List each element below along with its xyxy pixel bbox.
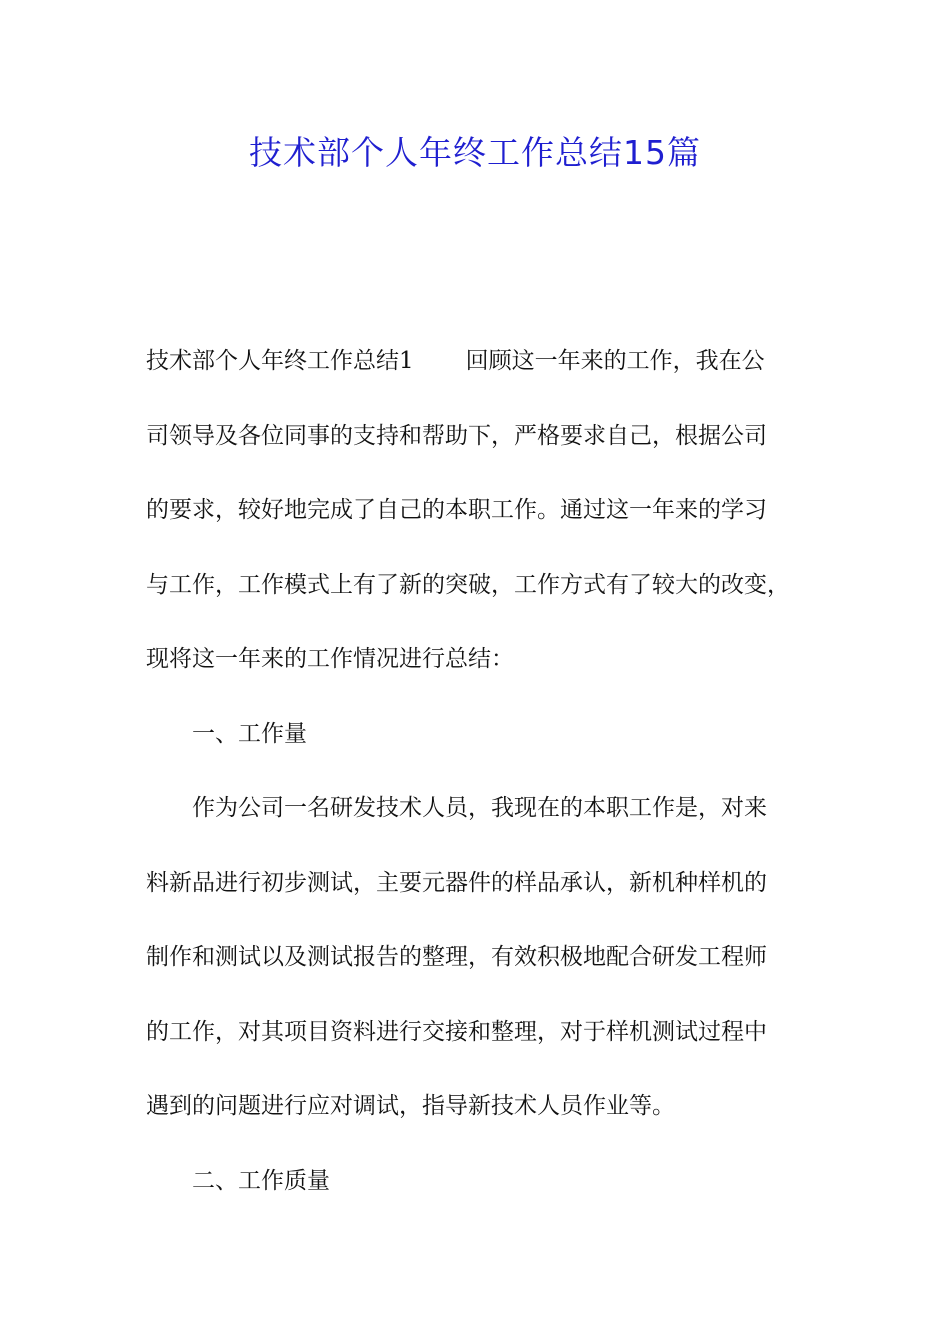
paragraph-line-5: 现将这一年来的工作情况进行总结： xyxy=(146,646,514,672)
subheading-workload: 一、工作量 xyxy=(192,720,307,747)
document-title: 技术部个人年终工作总结15篇 xyxy=(249,133,701,172)
paragraph-line-4: 与工作，工作模式上有了新的突破，工作方式有了较大的改变， xyxy=(146,571,790,598)
section-heading-1: 技术部个人年终工作总结1 xyxy=(146,348,414,374)
document-body xyxy=(146,338,826,1232)
paragraph-line-3: 的要求，较好地完成了自己的本职工作。通过这一年来的学习 xyxy=(146,497,767,523)
paragraph-line-8: 料新品进行初步测试，主要元器件的样品承认，新机种样机的 xyxy=(146,869,767,896)
paragraph-line-9: 制作和测试以及测试报告的整理，有效积极地配合研发工程师 xyxy=(146,944,767,970)
paragraph-line-1 xyxy=(146,338,826,413)
paragraph-line-10: 的工作，对其项目资料进行交接和整理，对于样机测试过程中 xyxy=(146,1018,767,1045)
paragraph-text: 回顾这一年来的工作，我在公 xyxy=(465,348,765,374)
subheading-work-quality: 二、工作质量 xyxy=(192,1167,330,1194)
paragraph-line-2: 司领导及各位同事的支持和帮助下，严格要求自己，根据公司 xyxy=(146,422,767,449)
paragraph-line-11: 遇到的问题进行应对调试，指导新技术人员作业等。 xyxy=(146,1093,675,1119)
paragraph-line-7: 作为公司一名研发技术人员，我现在的本职工作是，对来 xyxy=(192,795,767,821)
